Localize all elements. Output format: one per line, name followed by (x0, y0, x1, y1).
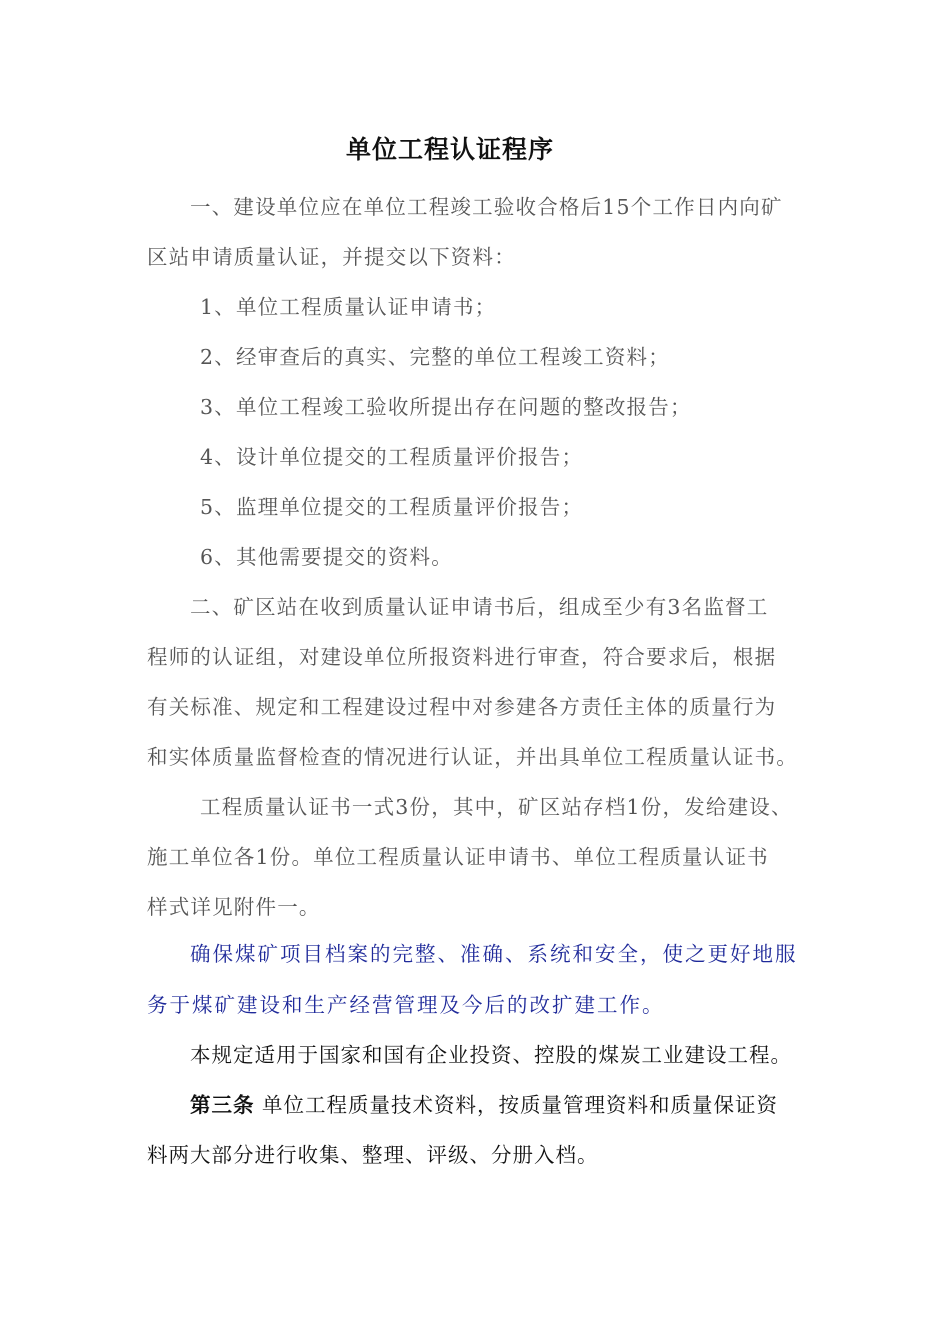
paragraph-line: 有关标准、规定和工程建设过程中对参建各方责任主体的质量行为 (147, 695, 777, 719)
paragraph-line: 务于煤矿建设和生产经营管理及今后的改扩建工作。 (147, 993, 665, 1017)
article-line (190, 1088, 860, 1118)
list-item: 3、单位工程竣工验收所提出存在问题的整改报告； (200, 395, 692, 419)
list-item: 1、单位工程质量认证申请书； (200, 295, 497, 319)
paragraph-line: 和实体质量监督检查的情况进行认证，并出具单位工程质量认证书。 (147, 745, 798, 769)
list-item: 2、经审查后的真实、完整的单位工程竣工资料； (200, 345, 670, 369)
paragraph-line: 一、建设单位应在单位工程竣工验收合格后15个工作日内向矿 (190, 195, 783, 219)
paragraph-line: 二、矿区站在收到质量认证申请书后，组成至少有3名监督工 (190, 595, 769, 619)
list-item: 5、监理单位提交的工程质量评价报告； (200, 495, 584, 519)
article-label: 第三条 (190, 1093, 255, 1117)
list-item: 4、设计单位提交的工程质量评价报告； (200, 445, 584, 469)
paragraph-line: 工程质量认证书一式3份，其中，矿区站存档1份，发给建设、 (200, 795, 793, 819)
article-text: 单位工程质量技术资料，按质量管理资料和质量保证资 (262, 1093, 779, 1117)
paragraph-line: 施工单位各1份。单位工程质量认证申请书、单位工程质量认证书 (147, 845, 769, 869)
paragraph-line: 确保煤矿项目档案的完整、准确、系统和安全，使之更好地服 (190, 942, 798, 966)
paragraph-line: 程师的认证组，对建设单位所报资料进行审查，符合要求后，根据 (147, 645, 777, 669)
list-item: 6、其他需要提交的资料。 (200, 545, 453, 569)
document-title: 单位工程认证程序 (345, 135, 554, 164)
paragraph-line: 区站申请质量认证，并提交以下资料： (147, 245, 516, 269)
paragraph-line: 样式详见附件一。 (147, 895, 321, 919)
paragraph-line: 料两大部分进行收集、整理、评级、分册入档。 (147, 1143, 599, 1167)
paragraph-line: 本规定适用于国家和国有企业投资、控股的煤炭工业建设工程。 (190, 1043, 792, 1067)
